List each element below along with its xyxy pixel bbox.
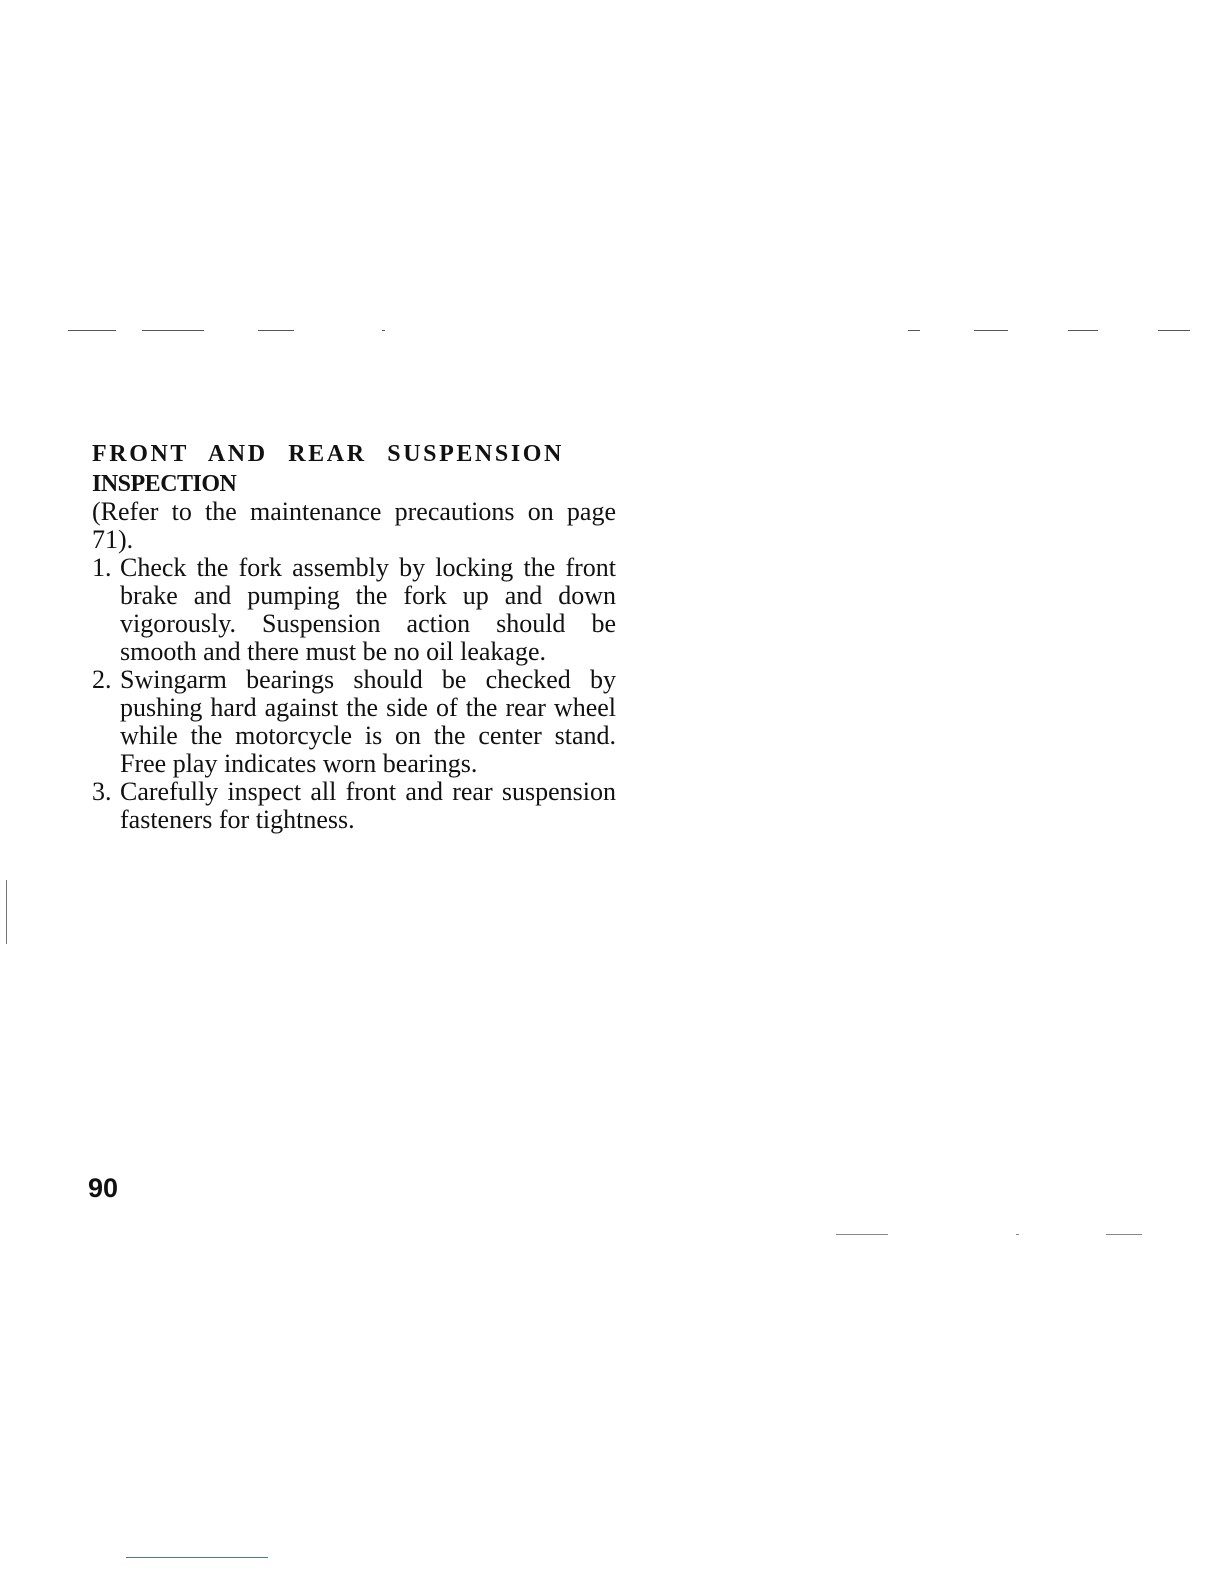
scan-rule	[1106, 1234, 1142, 1235]
list-item	[92, 666, 616, 778]
scan-rule	[1016, 1234, 1019, 1235]
step-number: 1.	[92, 553, 112, 582]
scan-rule	[382, 330, 385, 331]
step-text: Carefully inspect all front and rear suspension fasteners for tightness.	[120, 777, 616, 834]
section-subheading: INSPECTION	[92, 471, 237, 497]
scan-rule	[974, 330, 1008, 331]
step-text: Swingarm bearings should be checked by pushing hard against the side of the rear wheel while the motorcycle is on the center stand. Free play indicates worn bearings.	[120, 665, 616, 778]
step-text: Check the fork assembly by locking the front brake and pumping the fork up and down vigorously. Suspension action should be smooth and there must be no oil leakage.	[120, 553, 616, 666]
scan-rule	[1158, 330, 1190, 331]
scan-rule	[836, 1234, 888, 1235]
page-number: 90	[88, 1173, 119, 1203]
scan-margin-mark	[6, 880, 7, 944]
step-number: 3.	[92, 777, 112, 806]
list-item	[92, 554, 616, 666]
scan-rule	[1068, 330, 1098, 331]
scan-rule	[258, 330, 294, 331]
suspension-inspection-section	[92, 438, 616, 834]
list-item	[92, 778, 616, 834]
step-number: 2.	[92, 665, 112, 694]
scan-rule	[908, 330, 920, 331]
scan-rule	[126, 1557, 268, 1558]
inspection-steps	[92, 554, 616, 834]
intro-paragraph: (Refer to the maintenance precautions on page 71).	[92, 497, 616, 554]
scan-rule	[68, 330, 116, 331]
section-heading: FRONT AND REAR SUSPENSION	[92, 441, 564, 467]
scan-rule	[142, 330, 204, 331]
